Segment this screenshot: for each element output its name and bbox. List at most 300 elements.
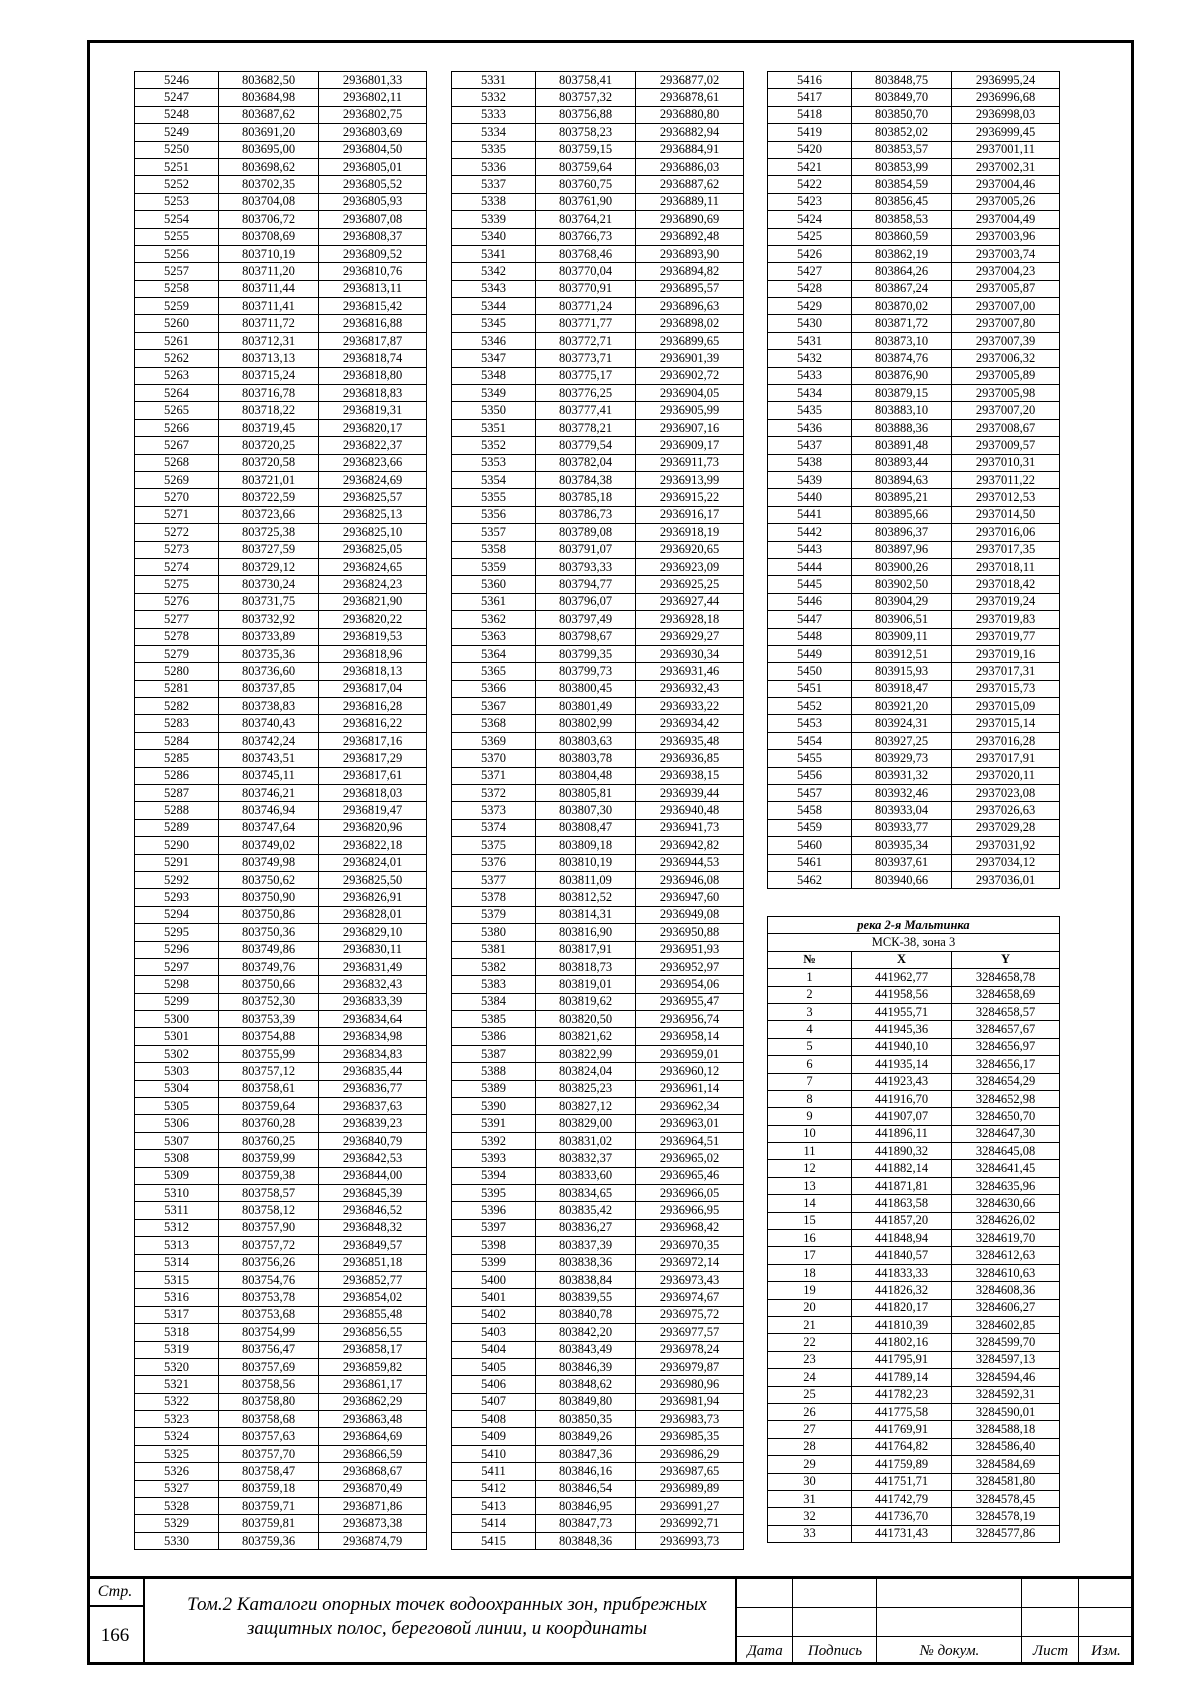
coord-y: 3284584,69 bbox=[952, 1456, 1060, 1473]
coord-x: 803846,39 bbox=[536, 1358, 636, 1375]
point-number: 5381 bbox=[452, 941, 536, 958]
point-number: 5350 bbox=[452, 402, 536, 419]
coord-y: 2936839,23 bbox=[319, 1115, 427, 1132]
point-number: 5447 bbox=[768, 611, 852, 628]
point-number: 5368 bbox=[452, 715, 536, 732]
point-number: 5373 bbox=[452, 802, 536, 819]
table-row bbox=[135, 385, 427, 402]
point-number: 5423 bbox=[768, 193, 852, 210]
coord-y: 2936804,50 bbox=[319, 141, 427, 158]
coord-x: 803820,50 bbox=[536, 1011, 636, 1028]
table-row bbox=[452, 1132, 744, 1149]
coord-y: 2936989,89 bbox=[636, 1480, 744, 1497]
table-row bbox=[768, 1073, 1060, 1090]
table-row bbox=[768, 454, 1060, 471]
point-number: 5338 bbox=[452, 193, 536, 210]
table-row bbox=[768, 367, 1060, 384]
table-row bbox=[135, 767, 427, 784]
coord-x: 803691,20 bbox=[219, 124, 319, 141]
table-row bbox=[452, 785, 744, 802]
grid-cell bbox=[1079, 1608, 1133, 1637]
point-number: 5261 bbox=[135, 332, 219, 349]
table-row bbox=[135, 1028, 427, 1045]
coord-y: 2936861,17 bbox=[319, 1376, 427, 1393]
point-number: 5267 bbox=[135, 437, 219, 454]
coord-y: 2936820,22 bbox=[319, 611, 427, 628]
table-row bbox=[452, 802, 744, 819]
point-number: 26 bbox=[768, 1403, 852, 1420]
coord-x: 803759,81 bbox=[219, 1515, 319, 1532]
coord-x: 441764,82 bbox=[852, 1438, 952, 1455]
table-row bbox=[135, 193, 427, 210]
point-number: 5354 bbox=[452, 471, 536, 488]
coord-y: 2936834,98 bbox=[319, 1028, 427, 1045]
coord-x: 803757,69 bbox=[219, 1358, 319, 1375]
coord-y: 2936834,64 bbox=[319, 1011, 427, 1028]
coord-y: 2936818,96 bbox=[319, 645, 427, 662]
coord-y: 2936918,19 bbox=[636, 524, 744, 541]
table-row bbox=[452, 1237, 744, 1254]
coord-x: 803758,47 bbox=[219, 1463, 319, 1480]
river-coordinates-table bbox=[767, 916, 1060, 1543]
point-number: 5460 bbox=[768, 837, 852, 854]
coord-x: 803858,53 bbox=[852, 211, 952, 228]
table-row bbox=[135, 1515, 427, 1532]
coord-y: 2936904,05 bbox=[636, 385, 744, 402]
coord-y: 2936824,65 bbox=[319, 558, 427, 575]
point-number: 5296 bbox=[135, 941, 219, 958]
coord-y: 2936889,11 bbox=[636, 193, 744, 210]
table-row bbox=[135, 802, 427, 819]
table-row bbox=[135, 1167, 427, 1184]
table-row bbox=[452, 1341, 744, 1358]
coord-x: 803843,49 bbox=[536, 1341, 636, 1358]
coord-x: 441848,94 bbox=[852, 1230, 952, 1247]
table-row bbox=[135, 1011, 427, 1028]
point-number: 5379 bbox=[452, 906, 536, 923]
coord-y: 2937019,24 bbox=[952, 593, 1060, 610]
coord-x: 803753,78 bbox=[219, 1289, 319, 1306]
point-number: 5256 bbox=[135, 245, 219, 262]
point-number: 30 bbox=[768, 1473, 852, 1490]
table-row bbox=[768, 332, 1060, 349]
point-number: 11 bbox=[768, 1143, 852, 1160]
coord-y: 3284590,01 bbox=[952, 1403, 1060, 1420]
table-row bbox=[135, 471, 427, 488]
table-row bbox=[768, 1160, 1060, 1177]
coord-x: 441769,91 bbox=[852, 1421, 952, 1438]
coord-y: 2936999,45 bbox=[952, 124, 1060, 141]
point-number: 5293 bbox=[135, 889, 219, 906]
coord-x: 803895,21 bbox=[852, 489, 952, 506]
point-number: 5458 bbox=[768, 802, 852, 819]
point-number: 10 bbox=[768, 1125, 852, 1142]
coord-y: 2936868,67 bbox=[319, 1463, 427, 1480]
coord-x: 803698,62 bbox=[219, 158, 319, 175]
coord-x: 803838,36 bbox=[536, 1254, 636, 1271]
coord-x: 803766,73 bbox=[536, 228, 636, 245]
point-number: 21 bbox=[768, 1316, 852, 1333]
table-row bbox=[452, 1011, 744, 1028]
coord-x: 803893,44 bbox=[852, 454, 952, 471]
coord-x: 803848,36 bbox=[536, 1532, 636, 1549]
table-row bbox=[768, 1230, 1060, 1247]
coord-y: 3284656,17 bbox=[952, 1056, 1060, 1073]
coord-x: 803807,30 bbox=[536, 802, 636, 819]
point-number: 5395 bbox=[452, 1185, 536, 1202]
point-number: 5255 bbox=[135, 228, 219, 245]
coord-y: 2936941,73 bbox=[636, 819, 744, 836]
coord-y: 3284599,70 bbox=[952, 1334, 1060, 1351]
coord-x: 803782,04 bbox=[536, 454, 636, 471]
table-row bbox=[768, 524, 1060, 541]
point-number: 5457 bbox=[768, 785, 852, 802]
table-row bbox=[135, 906, 427, 923]
coord-x: 803854,59 bbox=[852, 176, 952, 193]
coord-x: 803799,73 bbox=[536, 663, 636, 680]
point-number: 5448 bbox=[768, 628, 852, 645]
coord-x: 803723,66 bbox=[219, 506, 319, 523]
table-row bbox=[768, 350, 1060, 367]
table-row bbox=[452, 245, 744, 262]
coord-y: 3284597,13 bbox=[952, 1351, 1060, 1368]
point-number: 5407 bbox=[452, 1393, 536, 1410]
coord-y: 3284645,08 bbox=[952, 1143, 1060, 1160]
coord-y: 2936947,60 bbox=[636, 889, 744, 906]
coord-x: 803710,19 bbox=[219, 245, 319, 262]
table-row bbox=[452, 1150, 744, 1167]
table-row bbox=[452, 1167, 744, 1184]
coord-y: 2936905,99 bbox=[636, 402, 744, 419]
point-number: 16 bbox=[768, 1230, 852, 1247]
coord-x: 803793,33 bbox=[536, 558, 636, 575]
coord-y: 2936828,01 bbox=[319, 906, 427, 923]
point-number: 5430 bbox=[768, 315, 852, 332]
coord-y: 2936823,66 bbox=[319, 454, 427, 471]
point-number: 5364 bbox=[452, 645, 536, 662]
coord-x: 803760,28 bbox=[219, 1115, 319, 1132]
table-row bbox=[452, 106, 744, 123]
point-number: 5337 bbox=[452, 176, 536, 193]
coord-x: 803760,75 bbox=[536, 176, 636, 193]
point-number: 5369 bbox=[452, 732, 536, 749]
coord-y: 2937018,42 bbox=[952, 576, 1060, 593]
coord-y: 2936944,53 bbox=[636, 854, 744, 871]
point-number: 5388 bbox=[452, 1063, 536, 1080]
table-row bbox=[135, 506, 427, 523]
point-number: 5306 bbox=[135, 1115, 219, 1132]
point-number: 5275 bbox=[135, 576, 219, 593]
coord-y: 2936805,52 bbox=[319, 176, 427, 193]
table-row bbox=[452, 732, 744, 749]
coord-y: 2936854,02 bbox=[319, 1289, 427, 1306]
point-number: 5366 bbox=[452, 680, 536, 697]
coord-x: 803871,72 bbox=[852, 315, 952, 332]
coord-x: 803883,10 bbox=[852, 402, 952, 419]
coord-x: 803749,76 bbox=[219, 958, 319, 975]
point-number: 5441 bbox=[768, 506, 852, 523]
coord-y: 2936818,13 bbox=[319, 663, 427, 680]
coord-y: 2936915,22 bbox=[636, 489, 744, 506]
coord-y: 2936913,99 bbox=[636, 471, 744, 488]
coord-y: 2936911,73 bbox=[636, 454, 744, 471]
coord-y: 2937007,80 bbox=[952, 315, 1060, 332]
table-row bbox=[452, 280, 744, 297]
coord-y: 3284630,66 bbox=[952, 1195, 1060, 1212]
coord-x: 803682,50 bbox=[219, 72, 319, 89]
point-number: 5370 bbox=[452, 750, 536, 767]
coord-y: 2936890,69 bbox=[636, 211, 744, 228]
coord-x: 441751,71 bbox=[852, 1473, 952, 1490]
table-row bbox=[768, 1282, 1060, 1299]
coord-y: 2937016,06 bbox=[952, 524, 1060, 541]
coord-x: 441775,58 bbox=[852, 1403, 952, 1420]
coord-y: 2936820,96 bbox=[319, 819, 427, 836]
coord-x: 803725,38 bbox=[219, 524, 319, 541]
table-row bbox=[452, 1376, 744, 1393]
coord-x: 441736,70 bbox=[852, 1508, 952, 1525]
coord-y: 2936826,91 bbox=[319, 889, 427, 906]
table-row bbox=[768, 193, 1060, 210]
point-number: 5276 bbox=[135, 593, 219, 610]
point-number: 5334 bbox=[452, 124, 536, 141]
coord-x: 803718,22 bbox=[219, 402, 319, 419]
coord-x: 803759,36 bbox=[219, 1532, 319, 1549]
coord-y: 2937005,98 bbox=[952, 385, 1060, 402]
coord-x: 441896,11 bbox=[852, 1125, 952, 1142]
coord-x: 803727,59 bbox=[219, 541, 319, 558]
table-row bbox=[768, 1143, 1060, 1160]
point-number: 5269 bbox=[135, 471, 219, 488]
point-number: 5453 bbox=[768, 715, 852, 732]
revision-grid bbox=[735, 1579, 1131, 1665]
title-block bbox=[87, 1576, 1134, 1665]
grid-cell bbox=[1079, 1579, 1133, 1608]
coord-y: 2937007,20 bbox=[952, 402, 1060, 419]
coord-x: 803874,76 bbox=[852, 350, 952, 367]
point-number: 5270 bbox=[135, 489, 219, 506]
coord-x: 803891,48 bbox=[852, 437, 952, 454]
table-row bbox=[768, 1334, 1060, 1351]
point-number: 5424 bbox=[768, 211, 852, 228]
coord-x: 803729,12 bbox=[219, 558, 319, 575]
coord-x: 441742,79 bbox=[852, 1490, 952, 1507]
coord-y: 2936952,97 bbox=[636, 958, 744, 975]
point-number: 5461 bbox=[768, 854, 852, 871]
coord-y: 2937001,11 bbox=[952, 141, 1060, 158]
coord-x: 803888,36 bbox=[852, 419, 952, 436]
table-row bbox=[768, 1177, 1060, 1194]
table-row bbox=[452, 211, 744, 228]
point-number: 5404 bbox=[452, 1341, 536, 1358]
table-row bbox=[452, 419, 744, 436]
coord-x: 803846,16 bbox=[536, 1463, 636, 1480]
coord-x: 803786,73 bbox=[536, 506, 636, 523]
coord-x: 803796,07 bbox=[536, 593, 636, 610]
point-number: 5297 bbox=[135, 958, 219, 975]
coord-y: 3284588,18 bbox=[952, 1421, 1060, 1438]
coord-y: 2936938,15 bbox=[636, 767, 744, 784]
coord-x: 803750,90 bbox=[219, 889, 319, 906]
coord-y: 3284578,45 bbox=[952, 1490, 1060, 1507]
point-number: 5265 bbox=[135, 402, 219, 419]
point-number: 5374 bbox=[452, 819, 536, 836]
coord-x: 803757,32 bbox=[536, 89, 636, 106]
coord-y: 2936986,29 bbox=[636, 1445, 744, 1462]
table-row bbox=[452, 558, 744, 575]
coord-x: 803777,41 bbox=[536, 402, 636, 419]
point-number: 5391 bbox=[452, 1115, 536, 1132]
coord-x: 803771,24 bbox=[536, 298, 636, 315]
point-number: 27 bbox=[768, 1421, 852, 1438]
coord-x: 803754,76 bbox=[219, 1271, 319, 1288]
coord-y: 2936991,27 bbox=[636, 1498, 744, 1515]
coord-x: 803912,51 bbox=[852, 645, 952, 662]
coord-x: 803817,91 bbox=[536, 941, 636, 958]
coord-y: 2936884,91 bbox=[636, 141, 744, 158]
table-row bbox=[452, 611, 744, 628]
table-row bbox=[768, 1508, 1060, 1525]
point-number: 5432 bbox=[768, 350, 852, 367]
coord-x: 803752,30 bbox=[219, 993, 319, 1010]
point-number: 5321 bbox=[135, 1376, 219, 1393]
coord-y: 2936950,88 bbox=[636, 924, 744, 941]
coord-y: 2936954,06 bbox=[636, 976, 744, 993]
coord-y: 2936985,35 bbox=[636, 1428, 744, 1445]
coord-x: 803740,43 bbox=[219, 715, 319, 732]
coord-y: 2936862,29 bbox=[319, 1393, 427, 1410]
coord-y: 2936886,03 bbox=[636, 158, 744, 175]
coord-x: 803805,81 bbox=[536, 785, 636, 802]
coord-y: 2936974,67 bbox=[636, 1289, 744, 1306]
coord-x: 803720,58 bbox=[219, 454, 319, 471]
table-row bbox=[768, 986, 1060, 1003]
coord-y: 2936939,44 bbox=[636, 785, 744, 802]
coord-y: 2936818,03 bbox=[319, 785, 427, 802]
coord-x: 803711,41 bbox=[219, 298, 319, 315]
coord-y: 2936946,08 bbox=[636, 871, 744, 888]
point-number: 5437 bbox=[768, 437, 852, 454]
point-number: 5332 bbox=[452, 89, 536, 106]
coord-y: 2936805,01 bbox=[319, 158, 427, 175]
coord-y: 2936833,39 bbox=[319, 993, 427, 1010]
table-row bbox=[135, 871, 427, 888]
table-row bbox=[135, 645, 427, 662]
coord-y: 2936844,00 bbox=[319, 1167, 427, 1184]
coord-y: 3284654,29 bbox=[952, 1073, 1060, 1090]
point-number: 5450 bbox=[768, 663, 852, 680]
coord-x: 803731,75 bbox=[219, 593, 319, 610]
page-label: Стр. bbox=[87, 1579, 145, 1607]
coord-x: 803842,20 bbox=[536, 1324, 636, 1341]
table-row bbox=[452, 1045, 744, 1062]
table-row bbox=[452, 89, 744, 106]
coord-x: 803756,26 bbox=[219, 1254, 319, 1271]
coord-y: 2936958,14 bbox=[636, 1028, 744, 1045]
coord-x: 803849,70 bbox=[852, 89, 952, 106]
coord-y: 3284592,31 bbox=[952, 1386, 1060, 1403]
table-row bbox=[452, 1463, 744, 1480]
grid-cell bbox=[737, 1579, 793, 1608]
coord-x: 803836,27 bbox=[536, 1219, 636, 1236]
table-row bbox=[452, 1324, 744, 1341]
table-row bbox=[135, 732, 427, 749]
coord-y: 2937005,26 bbox=[952, 193, 1060, 210]
coord-y: 2936803,69 bbox=[319, 124, 427, 141]
point-number: 25 bbox=[768, 1386, 852, 1403]
table-row bbox=[768, 541, 1060, 558]
table-row bbox=[135, 1341, 427, 1358]
coord-x: 803759,71 bbox=[219, 1498, 319, 1515]
point-number: 20 bbox=[768, 1299, 852, 1316]
coord-y: 2936830,11 bbox=[319, 941, 427, 958]
point-number: 5292 bbox=[135, 871, 219, 888]
coord-y: 2936942,82 bbox=[636, 837, 744, 854]
table-row bbox=[452, 1358, 744, 1375]
table-row bbox=[452, 506, 744, 523]
coord-x: 803933,04 bbox=[852, 802, 952, 819]
coord-x: 441863,58 bbox=[852, 1195, 952, 1212]
coord-x: 441759,89 bbox=[852, 1456, 952, 1473]
table-row bbox=[768, 106, 1060, 123]
point-number: 5425 bbox=[768, 228, 852, 245]
table-row bbox=[768, 593, 1060, 610]
table-row bbox=[768, 1108, 1060, 1125]
coord-y: 3284594,46 bbox=[952, 1369, 1060, 1386]
coord-x: 803750,66 bbox=[219, 976, 319, 993]
table-row bbox=[452, 993, 744, 1010]
point-number: 5406 bbox=[452, 1376, 536, 1393]
point-number: 5262 bbox=[135, 350, 219, 367]
table-row bbox=[768, 680, 1060, 697]
coord-y: 2937003,96 bbox=[952, 228, 1060, 245]
grid-cell bbox=[737, 1608, 793, 1637]
coord-y: 2936822,37 bbox=[319, 437, 427, 454]
point-number: 5363 bbox=[452, 628, 536, 645]
coord-y: 2937017,35 bbox=[952, 541, 1060, 558]
point-number: 31 bbox=[768, 1490, 852, 1507]
coord-x: 803895,66 bbox=[852, 506, 952, 523]
coord-x: 803759,99 bbox=[219, 1150, 319, 1167]
table-row bbox=[135, 176, 427, 193]
coord-x: 803862,19 bbox=[852, 245, 952, 262]
coord-x: 803747,64 bbox=[219, 819, 319, 836]
point-number: 5 bbox=[768, 1038, 852, 1055]
point-number: 5387 bbox=[452, 1045, 536, 1062]
coord-x: 803819,01 bbox=[536, 976, 636, 993]
coord-y: 2936931,46 bbox=[636, 663, 744, 680]
point-number: 5418 bbox=[768, 106, 852, 123]
point-number: 5449 bbox=[768, 645, 852, 662]
coord-y: 2936817,16 bbox=[319, 732, 427, 749]
table-row bbox=[135, 750, 427, 767]
coord-x: 803753,39 bbox=[219, 1011, 319, 1028]
table-row bbox=[452, 176, 744, 193]
table-row bbox=[135, 1445, 427, 1462]
coord-x: 803803,63 bbox=[536, 732, 636, 749]
coord-y: 2936909,17 bbox=[636, 437, 744, 454]
coord-x: 803759,64 bbox=[536, 158, 636, 175]
coord-y: 2936825,57 bbox=[319, 489, 427, 506]
point-number: 5372 bbox=[452, 785, 536, 802]
point-number: 5422 bbox=[768, 176, 852, 193]
point-number: 8 bbox=[768, 1090, 852, 1107]
coord-x: 441890,32 bbox=[852, 1143, 952, 1160]
table-row bbox=[135, 837, 427, 854]
point-number: 5323 bbox=[135, 1411, 219, 1428]
coord-y: 3284652,98 bbox=[952, 1090, 1060, 1107]
table-row bbox=[452, 1393, 744, 1410]
